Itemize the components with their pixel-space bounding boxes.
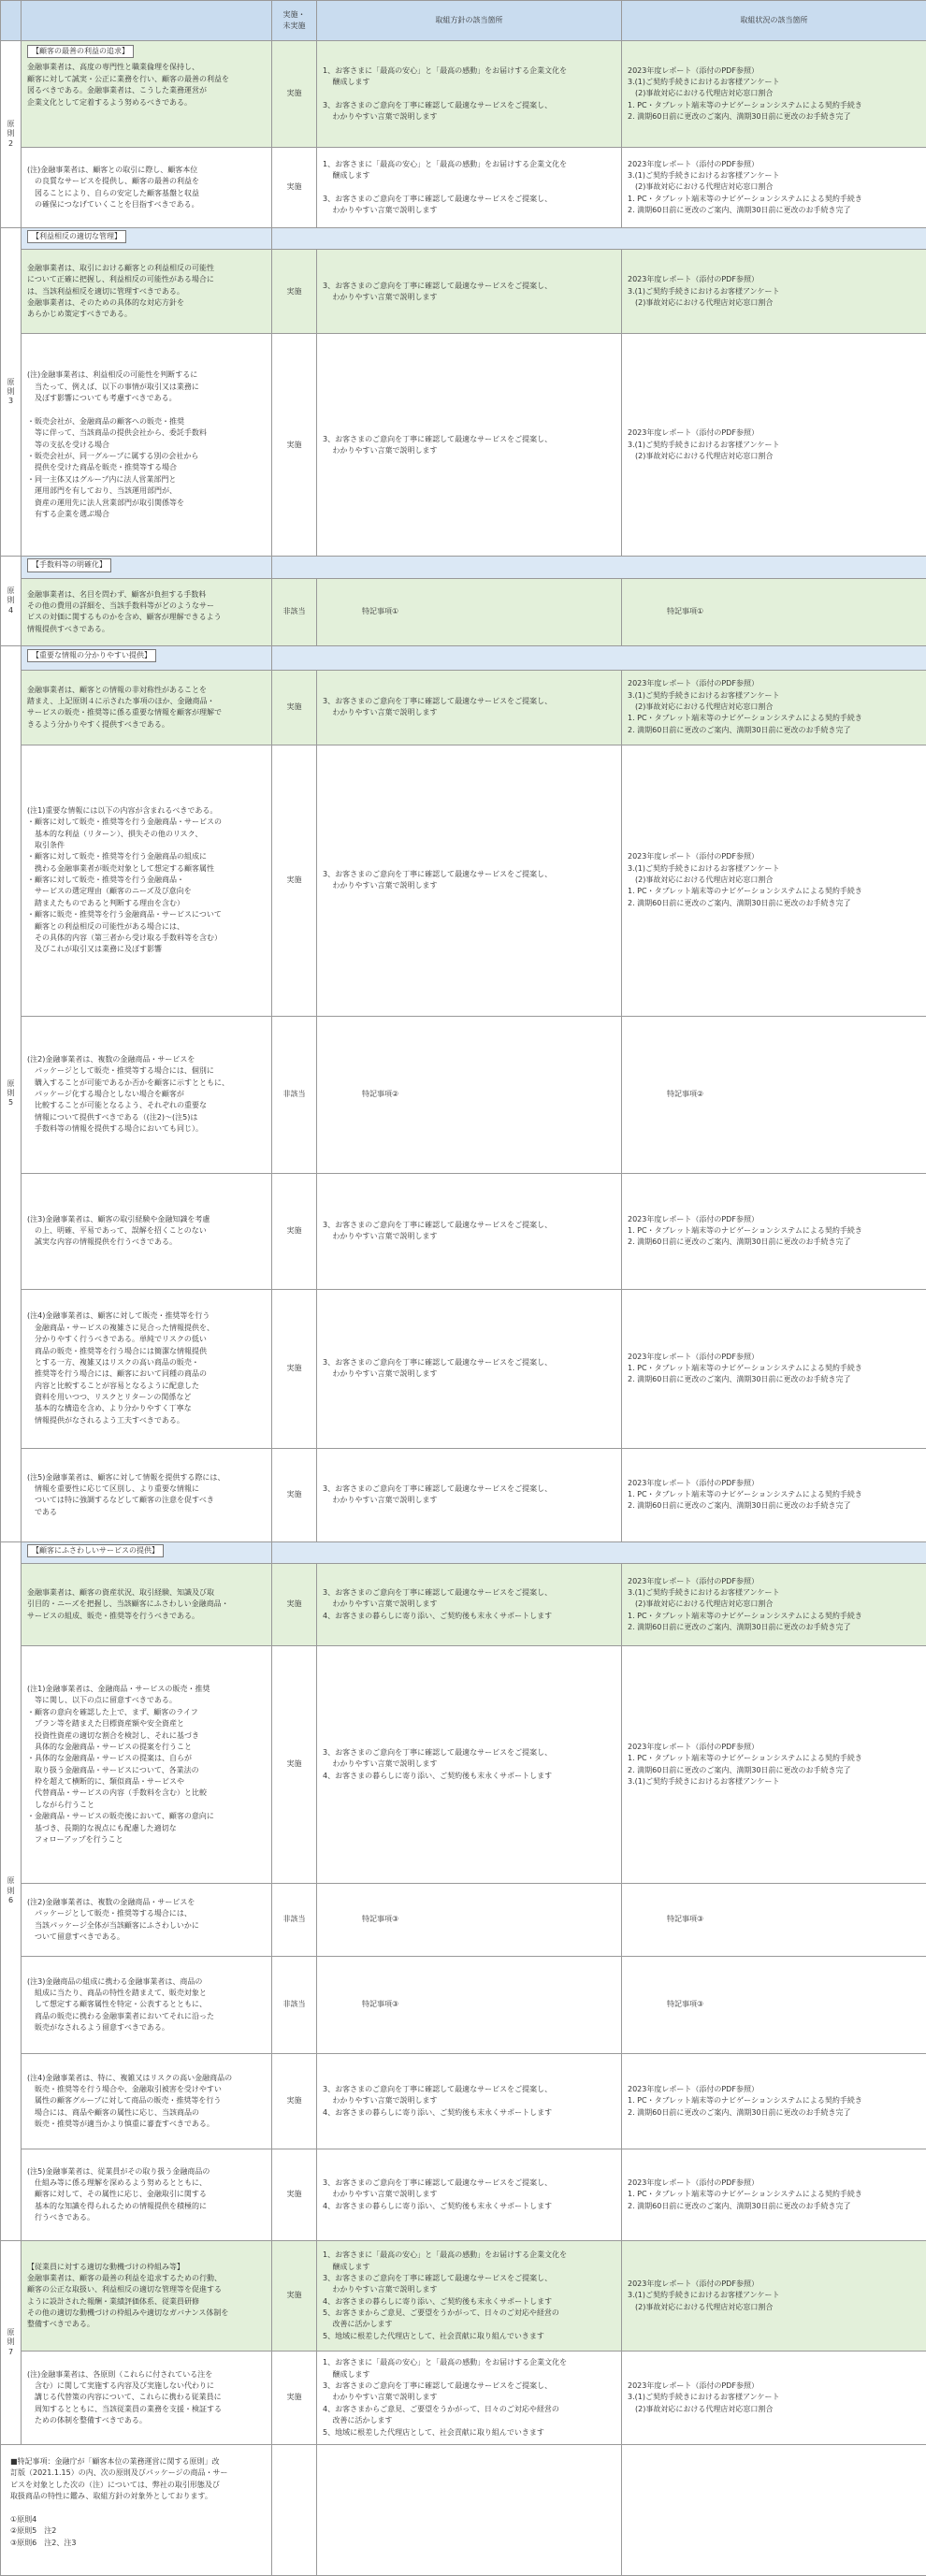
principle-text: 金融事業者は、顧客との情報の非対称性があることを 踏まえ、上記原則４に示された事項のほか、金融商品・ サービスの販売・推奨等に係る重要な情報を顧客が理解で きるよう分かりやすく提供すべきである。 xyxy=(22,670,272,745)
table-row xyxy=(1,1646,926,1884)
table-row xyxy=(1,1884,926,1957)
status-cell: 実施 xyxy=(272,670,317,745)
status-cell: 実施 xyxy=(272,2241,317,2352)
status-detail-cell: 2023年度レポート（添付のPDF参照） 1. PC・タブレット端末等のナビゲーションシステムによる契約手続き 2. 満期60日前に更改のご案内、満期30日前に更改のお手続き完了 xyxy=(622,1173,926,1289)
status-cell: 実施 xyxy=(272,41,317,148)
table-row xyxy=(1,250,926,334)
table-header xyxy=(1,1,926,41)
status-detail-cell: 2023年度レポート（添付のPDF参照） 3.(1)ご契約手続きにおけるお客様アンケート (2)事故対応における代理店対応窓口割合 1. PC・タブレット端末等のナビゲーションシステムによる契約手続き 2. 満期60日前に更改のご案内、満期30日前に更改のお手続き完了 xyxy=(622,148,926,228)
principle-text: (注)金融事業者は、各原則（これらに付されている注を 含む）に関して実施する内容及び実施しない代わりに 講じる代替策の内容について、これらに携わる従業員に 周知するとともに、当該従業員の業務を支援・検証する ための体制を整備すべきである。 xyxy=(22,2352,272,2445)
policy-cell: 3、お客さまのご意向を丁寧に確認して最適なサービスをご提案し、 わかりやすい言葉で説明します xyxy=(317,1289,622,1448)
table-row xyxy=(1,2352,926,2445)
table-row xyxy=(1,334,926,557)
status-cell: 実施 xyxy=(272,2054,317,2149)
principle-text: (注3)金融事業者は、顧客の取引経験や金融知識を考慮 の上、明確、平易であって、誤解を招くことのない 誠実な内容の情報提供を行うべきである。 xyxy=(22,1173,272,1289)
table-row xyxy=(1,41,926,148)
principle-text: (注2)金融事業者は、複数の金融商品・サービスを パッケージとして販売・推奨等する場合には、個別に 購入することが可能であるか否かを顧客に示すとともに、 パッケージ化する場合としない場合を顧客が 比較することが可能となるよう、それぞれの重要な 情報について提供すべきである（(注2)～(注5)は 手数料等の情報を提供する場合においても同じ）。 xyxy=(22,1016,272,1173)
principle-text: (注5)金融事業者は、従業員がその取り扱う金融商品の 仕組み等に係る理解を深めるよう努めるとともに、 顧客に対して、その属性に応じ、金融取引に関する 基本的な知識を得られるための情報提供を積極的に 行うべきである。 xyxy=(22,2149,272,2241)
status-detail-cell: 特記事項② xyxy=(622,1016,926,1173)
principle-text: (注5)金融事業者は、顧客に対して情報を提供する際には、 情報を重要性に応じて区別し、より重要な情報に ついては特に強調するなどして顧客の注意を促すべき である xyxy=(22,1448,272,1541)
footer-empty xyxy=(272,2444,317,2575)
status-cell: 実施 xyxy=(272,2352,317,2445)
status-detail-cell: 特記事項③ xyxy=(622,1957,926,2054)
status-detail-cell: 2023年度レポート（添付のPDF参照） 1. PC・タブレット端末等のナビゲーションシステムによる契約手続き 2. 満期60日前に更改のご案内、満期30日前に更改のお手続き完了 xyxy=(622,1289,926,1448)
status-cell: 非該当 xyxy=(272,578,317,645)
status-cell: 非該当 xyxy=(272,1957,317,2054)
status-detail-cell: 2023年度レポート（添付のPDF参照） 3.(1)ご契約手続きにおけるお客様アンケート (2)事故対応における代理店対応窓口割合 1. PC・タブレット端末等のナビゲーションシステムによる契約手続き 2. 満期60日前に更改のご案内、満期30日前に更改のお手続き完了 xyxy=(622,670,926,745)
principle-text: (注3)金融商品の組成に携わる金融事業者は、商品の 組成に当たり、商品の特性を踏まえて、販売対象と して想定する顧客属性を特定・公表するとともに、 商品の販売に携わる金融事業者においてそれに沿った 販売がなされるよう留意すべきである。 xyxy=(22,1957,272,2054)
principle-text: 【従業員に対する適切な動機づけの枠組み等】 金融事業者は、顧客の最善の利益を追求するための行動、 顧客の公正な取扱い、利益相反の適切な管理等を促進する ように設計された報酬・業績評価体系、従業員研修 その他の適切な動機づけの枠組みや適切なガバナンス体制を 整備すべきである。 xyxy=(22,2241,272,2352)
section-title: 【顧客の最善の利益の追求】 xyxy=(27,45,134,58)
policy-cell: 特記事項② xyxy=(317,1016,622,1173)
special-notes: ■特記事項：金融庁が「顧客本位の業務運営に関する原則」改 訂版（2021.1.15）の内、次の原則及びパッケージの商品・サー ビスを対象とした次の（注）については、弊社の取引形態及び 取扱商品の特性に鑑み、取組方針の対象外としております。 ①原則4 ②原則5 注2 ③原則6 注2、注3 xyxy=(1,2444,272,2575)
status-cell: 非該当 xyxy=(272,1884,317,1957)
policy-cell: 3、お客さまのご意向を丁寧に確認して最適なサービスをご提案し、 わかりやすい言葉で説明します 4、お客さまの暮らしに寄り添い、ご契約後も末永くサポートします xyxy=(317,2054,622,2149)
status-cell: 実施 xyxy=(272,1646,317,1884)
policy-cell: 1、お客さまに「最高の安心」と「最高の感動」をお届けする企業文化を 醸成します 3、お客さまのご意向を丁寧に確認して最適なサービスをご提案し、 わかりやすい言葉で説明します xyxy=(317,41,622,148)
status-detail-cell: 2023年度レポート（添付のPDF参照） 1. PC・タブレット端末等のナビゲーションシステムによる契約手続き 2. 満期60日前に更改のご案内、満期30日前に更改のお手続き完了 xyxy=(622,1448,926,1541)
policy-cell: 1、お客さまに「最高の安心」と「最高の感動」をお届けする企業文化を 醸成します 3、お客さまのご意向を丁寧に確認して最適なサービスをご提案し、 わかりやすい言葉で説明します 4、お客さまからご意見、ご要望をうかがって、日々のご対応や経営の 改善に活かします 5、地域に根差した代理店として、社会貢献に取り組んでいきます xyxy=(317,2352,622,2445)
footer-row xyxy=(1,2444,926,2575)
policy-cell: 特記事項③ xyxy=(317,1884,622,1957)
table-row xyxy=(1,1173,926,1289)
section-fill xyxy=(272,228,926,250)
principle-label: 原 則 3 xyxy=(1,228,22,557)
principle-label: 原 則 6 xyxy=(1,1541,22,2240)
table-row xyxy=(1,1289,926,1448)
principle-text: (注)金融事業者は、利益相反の可能性を判断するに 当たって、例えば、以下の事情が取引又は業務に 及ぼす影響についても考慮すべきである。 ・販売会社が、金融商品の顧客への販売・推奨 等に伴って、当該商品の提供会社から、委託手数料 等の支払を受ける場合 ・販売会社が、同一グループに属する別の会社から 提供を受けた商品を販売・推奨等する場合 ・同一主体又はグループ内に法人営業部門と 運用部門を有しており、当該運用部門が、 資産の運用先に法人営業部門が取引関係等を 有する企業を選ぶ場合 xyxy=(22,334,272,557)
section-fill xyxy=(272,1541,926,1563)
policy-cell: 3、お客さまのご意向を丁寧に確認して最適なサービスをご提案し、 わかりやすい言葉で説明します xyxy=(317,1173,622,1289)
principle-text: 金融事業者は、取引における顧客との利益相反の可能性 について正確に把握し、利益相反の可能性がある場合に は、当該利益相反を適切に管理すべきである。 金融事業者は、そのための具体的な対応方針を あらかじめ策定すべきである。 xyxy=(22,250,272,334)
section-title-cell xyxy=(22,228,272,250)
status-cell: 非該当 xyxy=(272,1016,317,1173)
section-title-cell xyxy=(22,1541,272,1563)
status-cell: 実施 xyxy=(272,1173,317,1289)
principle-text xyxy=(22,41,272,148)
section-fill xyxy=(272,557,926,578)
principle-label: 原 則 4 xyxy=(1,557,22,645)
section-row xyxy=(1,557,926,578)
status-cell: 実施 xyxy=(272,250,317,334)
header-text-cell xyxy=(22,1,272,41)
table-row xyxy=(1,2149,926,2241)
header-policy: 取組方針の該当箇所 xyxy=(317,1,622,41)
table-row xyxy=(1,1564,926,1646)
footer-empty xyxy=(317,2444,622,2575)
policy-cell: 3、お客さまのご意向を丁寧に確認して最適なサービスをご提案し、 わかりやすい言葉で説明します xyxy=(317,745,622,1016)
policy-cell: 特記事項① xyxy=(317,578,622,645)
section-fill xyxy=(272,645,926,670)
principle-label: 原 則 5 xyxy=(1,645,22,1541)
principle-text: (注1)金融事業者は、金融商品・サービスの販売・推奨 等に関し、以下の点に留意すべきである。 ・顧客の意向を確認した上で、まず、顧客のライフ プラン等を踏まえた目標資産額や安全資産と 投資性資産の適切な割合を検討し、それに基づき 具体的な金融商品・サービスの提案を行うこと ・具体的な金融商品・サービスの提案は、自らが 取り扱う金融商品・サービスについて、各業法の 枠を超えて横断的に、類似商品・サービスや 代替商品・サービスの内容（手数料を含む）と比較 しながら行うこと ・金融商品・サービスの販売後において、顧客の意向に 基づき、長期的な視点にも配慮した適切な フォローアップを行うこと xyxy=(22,1646,272,1884)
header-principle-cell xyxy=(1,1,22,41)
principle-text: (注2)金融事業者は、複数の金融商品・サービスを パッケージとして販売・推奨等する場合には、 当該パッケージ全体が当該顧客にふさわしいかに ついて留意すべきである。 xyxy=(22,1884,272,1957)
status-detail-cell: 2023年度レポート（添付のPDF参照） 1. PC・タブレット端末等のナビゲーションシステムによる契約手続き 2. 満期60日前に更改のご案内、満期30日前に更改のお手続き完了 xyxy=(622,2054,926,2149)
table-row xyxy=(1,2241,926,2352)
section-row xyxy=(1,1541,926,1563)
table-row xyxy=(1,2054,926,2149)
principle-label: 原 則 7 xyxy=(1,2241,22,2445)
status-detail-cell: 2023年度レポート（添付のPDF参照） 1. PC・タブレット端末等のナビゲーションシステムによる契約手続き 2. 満期60日前に更改のご案内、満期30日前に更改のお手続き完了 xyxy=(622,2149,926,2241)
status-detail-cell: 2023年度レポート（添付のPDF参照） 1. PC・タブレット端末等のナビゲーションシステムによる契約手続き 2. 満期60日前に更改のご案内、満期30日前に更改のお手続き完了 3.(1)ご契約手続きにおけるお客様アンケート xyxy=(622,1646,926,1884)
status-detail-cell: 2023年度レポート（添付のPDF参照） 3.(1)ご契約手続きにおけるお客様アンケート (2)事故対応における代理店対応窓口割合 1. PC・タブレット端末等のナビゲーションシステムによる契約手続き 2. 満期60日前に更改のご案内、満期30日前に更改のお手続き完了 xyxy=(622,41,926,148)
status-detail-cell: 2023年度レポート（添付のPDF参照） 3.(1)ご契約手続きにおけるお客様アンケート (2)事故対応における代理店対応窓口割合 xyxy=(622,334,926,557)
section-row xyxy=(1,645,926,670)
principle-text: (注1)重要な情報には以下の内容が含まれるべきである。 ・顧客に対して販売・推奨等を行う金融商品・サービスの 基本的な利益（リターン）、損失その他のリスク、 取引条件 ・顧客に対して販売・推奨等を行う金融商品の組成に 携わる金融事業者が販売対象として想定する顧客属性 ・顧客に対して販売・推奨等を行う金融商品・ サービスの選定理由（顧客のニーズ及び意向を 踏まえたものであると判断する理由を含む） ・顧客に販売・推奨等を行う金融商品・サービスについて 顧客との利益相反の可能性がある場合には、 その具体的内容（第三者から受け取る手数料等を含む） 及びこれが取引又は業務に及ぼす影響 xyxy=(22,745,272,1016)
policy-cell: 3、お客さまのご意向を丁寧に確認して最適なサービスをご提案し、 わかりやすい言葉で説明します xyxy=(317,1448,622,1541)
principle-body: 金融事業者は、高度の専門性と職業倫理を保持し、 顧客に対して誠実・公正に業務を行い、顧客の最善の利益を 図るべきである。金融事業者は、こうした業務運営が 企業文化として定着するよう努めるべきである。 xyxy=(27,63,229,106)
principle-text: 金融事業者は、顧客の資産状況、取引経験、知識及び取 引目的・ニーズを把握し、当該顧客にふさわしい金融商品・ サービスの組成、販売・推奨等を行うべきである。 xyxy=(22,1564,272,1646)
section-title-cell xyxy=(22,557,272,578)
status-detail-cell: 2023年度レポート（添付のPDF参照） 3.(1)ご契約手続きにおけるお客様アンケート (2)事故対応における代理店対応窓口割合 xyxy=(622,2352,926,2445)
policy-cell: 1、お客さまに「最高の安心」と「最高の感動」をお届けする企業文化を 醸成します 3、お客さまのご意向を丁寧に確認して最適なサービスをご提案し、 わかりやすい言葉で説明します 4、お客さまの暮らしに寄り添い、ご契約後も末永くサポートします 5、お客さまからご意見、ご要望をうかがって、日々のご対応や経営の 改善に活かします 5、地域に根差した代理店として、社会貢献に取り組んでいきます xyxy=(317,2241,622,2352)
header-implemented: 実施・ 未実施 xyxy=(272,1,317,41)
footer-empty xyxy=(622,2444,926,2575)
principle-text: (注4)金融事業者は、顧客に対して販売・推奨等を行う 金融商品・サービスの複雑さに見合った情報提供を、 分かりやすく行うべきである。単純でリスクの低い 商品の販売・推奨等を行う場合には簡潔な情報提供 とする一方、複雑又はリスクの高い商品の販売・ 推奨等を行う場合には、顧客において同種の商品の 内容と比較することが容易となるように配意した 資料を用いつつ、リスクとリターンの関係など 基本的な構造を含め、より分かりやすく丁寧な 情報提供がなされるよう工夫すべきである。 xyxy=(22,1289,272,1448)
table-row xyxy=(1,578,926,645)
header-status: 取組状況の該当箇所 xyxy=(622,1,926,41)
status-cell: 実施 xyxy=(272,334,317,557)
table-row xyxy=(1,745,926,1016)
policy-cell: 3、お客さまのご意向を丁寧に確認して最適なサービスをご提案し、 わかりやすい言葉で説明します xyxy=(317,334,622,557)
section-title: 【手数料等の明確化】 xyxy=(27,558,111,572)
principle-text: (注4)金融事業者は、特に、複雑又はリスクの高い金融商品の 販売・推奨等を行う場合や、金融取引被害を受けやすい 属性の顧客グループに対して商品の販売・推奨等を行う 場合には、商品や顧客の属性に応じ、当該商品の 販売・推奨等が適当かより慎重に審査すべきである。 xyxy=(22,2054,272,2149)
section-title: 【重要な情報の分かりやすい提供】 xyxy=(27,649,156,662)
section-row xyxy=(1,228,926,250)
section-title-cell xyxy=(22,645,272,670)
policy-cell: 3、お客さまのご意向を丁寧に確認して最適なサービスをご提案し、 わかりやすい言葉で説明します 4、お客さまの暮らしに寄り添い、ご契約後も末永くサポートします xyxy=(317,1564,622,1646)
table-row xyxy=(1,670,926,745)
table-row xyxy=(1,1448,926,1541)
status-detail-cell: 2023年度レポート（添付のPDF参照） 3.(1)ご契約手続きにおけるお客様アンケート (2)事故対応における代理店対応窓口割合 1. PC・タブレット端末等のナビゲーションシステムによる契約手続き 2. 満期60日前に更改のご案内、満期30日前に更改のお手続き完了 xyxy=(622,1564,926,1646)
principle-text: (注)金融事業者は、顧客との取引に際し、顧客本位 の良質なサービスを提供し、顧客の最善の利益を 図ることにより、自らの安定した顧客基盤と収益 の確保につなげていくことを目指すべきである。 xyxy=(22,148,272,228)
status-detail-cell: 2023年度レポート（添付のPDF参照） 3.(1)ご契約手続きにおけるお客様アンケート (2)事故対応における代理店対応窓口割合 1. PC・タブレット端末等のナビゲーションシステムによる契約手続き 2. 満期60日前に更改のご案内、満期30日前に更改のお手続き完了 xyxy=(622,745,926,1016)
status-cell: 実施 xyxy=(272,2149,317,2241)
policy-cell: 3、お客さまのご意向を丁寧に確認して最適なサービスをご提案し、 わかりやすい言葉で説明します 4、お客さまの暮らしに寄り添い、ご契約後も末永くサポートします xyxy=(317,2149,622,2241)
table-row xyxy=(1,148,926,228)
policy-cell: 3、お客さまのご意向を丁寧に確認して最適なサービスをご提案し、 わかりやすい言葉で説明します xyxy=(317,670,622,745)
policy-cell: 3、お客さまのご意向を丁寧に確認して最適なサービスをご提案し、 わかりやすい言葉で説明します xyxy=(317,250,622,334)
section-title: 【顧客にふさわしいサービスの提供】 xyxy=(27,1544,164,1557)
section-title: 【利益相反の適切な管理】 xyxy=(27,230,126,243)
table-row xyxy=(1,1016,926,1173)
policy-cell: 3、お客さまのご意向を丁寧に確認して最適なサービスをご提案し、 わかりやすい言葉で説明します 4、お客さまの暮らしに寄り添い、ご契約後も末永くサポートします xyxy=(317,1646,622,1884)
policy-cell: 特記事項③ xyxy=(317,1957,622,2054)
principle-label: 原 則 2 xyxy=(1,41,22,228)
status-detail-cell: 特記事項① xyxy=(622,578,926,645)
policy-cell: 1、お客さまに「最高の安心」と「最高の感動」をお届けする企業文化を 醸成します 3、お客さまのご意向を丁寧に確認して最適なサービスをご提案し、 わかりやすい言葉で説明します xyxy=(317,148,622,228)
table-row xyxy=(1,1957,926,2054)
status-cell: 実施 xyxy=(272,745,317,1016)
status-cell: 実施 xyxy=(272,1289,317,1448)
status-detail-cell: 2023年度レポート（添付のPDF参照） 3.(1)ご契約手続きにおけるお客様アンケート (2)事故対応における代理店対応窓口割合 xyxy=(622,2241,926,2352)
principle-text: 金融事業者は、名目を問わず、顧客が負担する手数料 その他の費用の詳細を、当該手数料等がどのようなサー ビスの対価に関するものかを含め、顧客が理解できるよう 情報提供すべきである。 xyxy=(22,578,272,645)
status-cell: 実施 xyxy=(272,148,317,228)
status-cell: 実施 xyxy=(272,1564,317,1646)
status-cell: 実施 xyxy=(272,1448,317,1541)
status-detail-cell: 2023年度レポート（添付のPDF参照） 3.(1)ご契約手続きにおけるお客様アンケート (2)事故対応における代理店対応窓口割合 xyxy=(622,250,926,334)
status-detail-cell: 特記事項③ xyxy=(622,1884,926,1957)
